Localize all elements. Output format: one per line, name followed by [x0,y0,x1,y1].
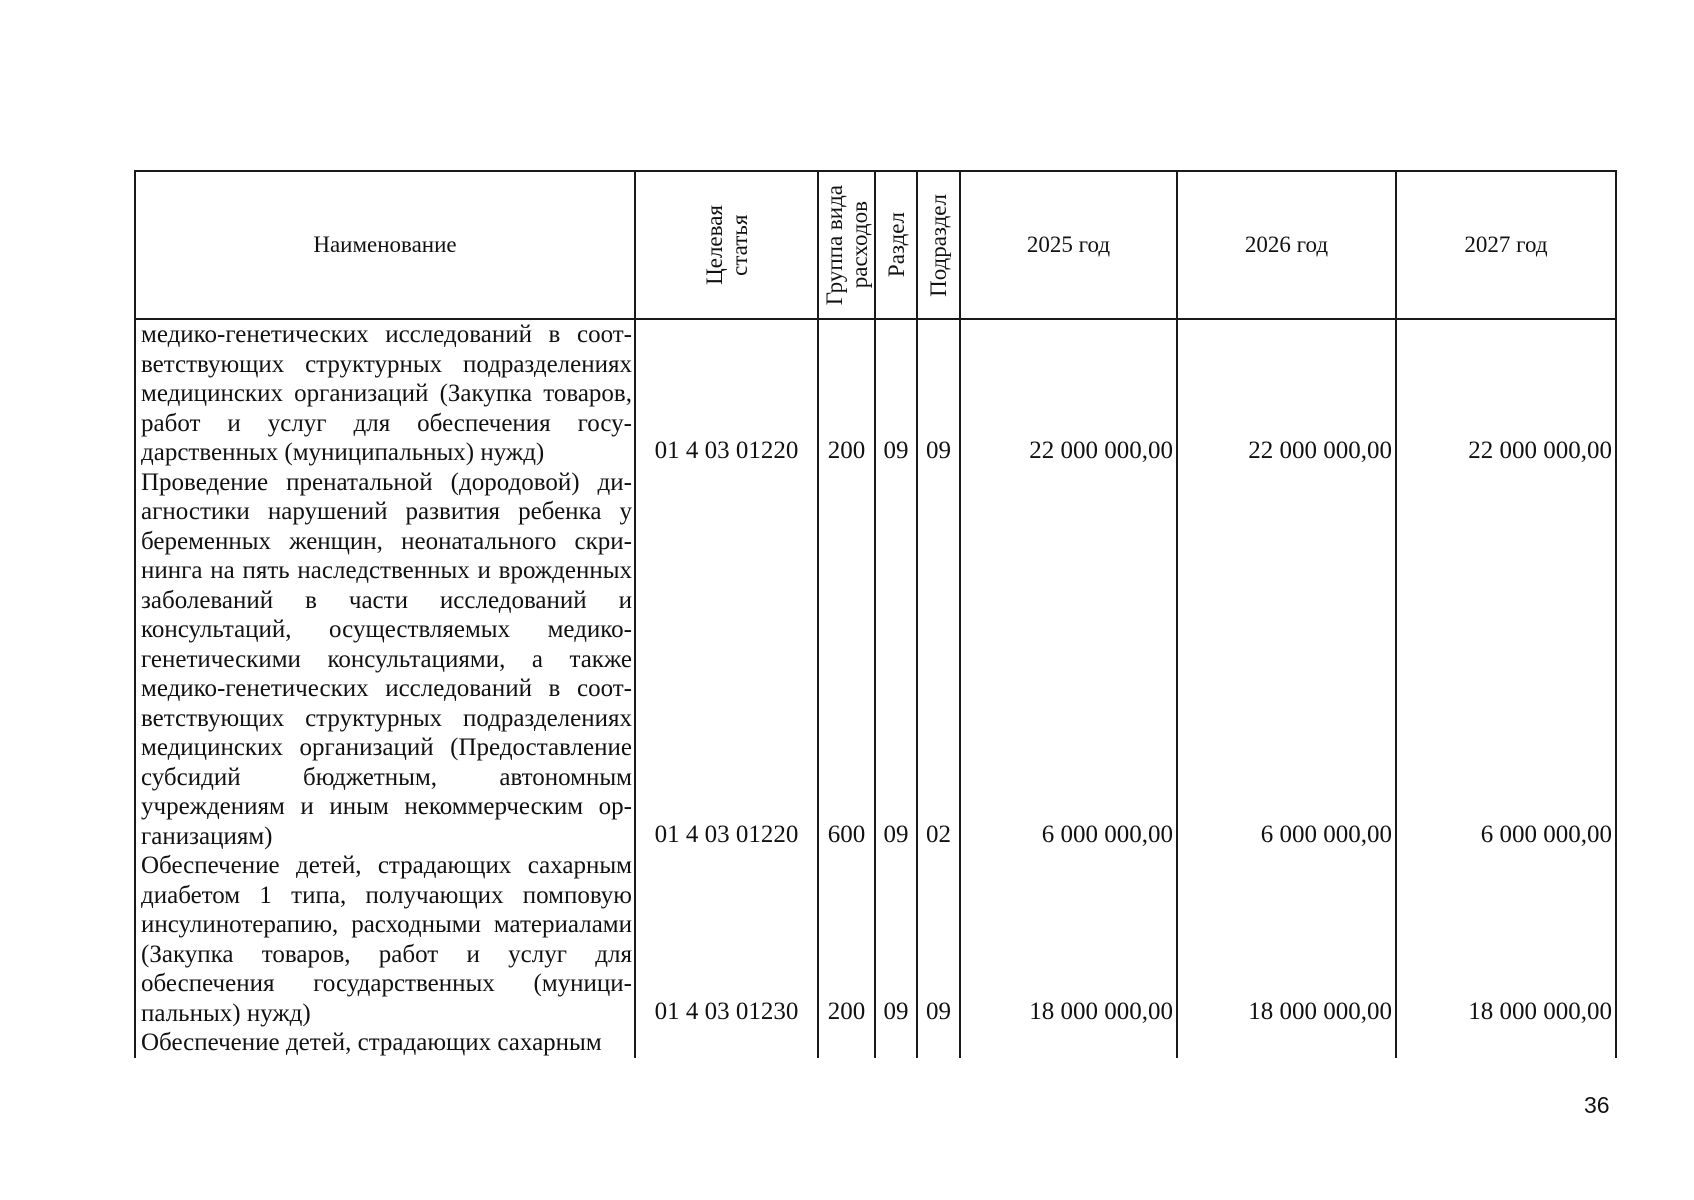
row-expense-group: 200 [818,851,875,1028]
row-subsection: 09 [917,319,960,468]
row-subsection: 02 [917,468,960,852]
header-row [135,171,1616,319]
row-amount-2025: 18 000 000,00 [960,851,1177,1028]
row-target-article: 01 4 03 01220 [635,319,818,468]
row-section [875,1028,917,1058]
budget-table [134,170,1617,1058]
row-subsection: 09 [917,851,960,1028]
header-name: Наименование [135,171,635,319]
row-amount-2026: 6 000 000,00 [1177,468,1396,852]
table-row [135,1028,1616,1058]
row-name: Обеспечение детей, страдающих сахарным диабетом 1 типа, получающих помповую инсулинотерапию, расходными материалами (Закупка товаров, работ и услуг для обеспечения государственных (муниципальных) нужд) [135,851,635,1028]
row-amount-2025 [960,1028,1177,1058]
row-section: 09 [875,851,917,1028]
row-subsection [917,1028,960,1058]
row-target-article: 01 4 03 01230 [635,851,818,1028]
row-amount-2027: 18 000 000,00 [1396,851,1616,1028]
table-row [135,468,1616,852]
row-amount-2026 [1177,1028,1396,1058]
row-amount-2025: 6 000 000,00 [960,468,1177,852]
header-subsection: Подраздел [917,171,960,319]
row-section: 09 [875,468,917,852]
row-name: Обеспечение детей, страдающих сахарным [135,1028,635,1058]
row-amount-2026: 22 000 000,00 [1177,319,1396,468]
row-target-article [635,1028,818,1058]
row-amount-2025: 22 000 000,00 [960,319,1177,468]
row-expense-group [818,1028,875,1058]
row-amount-2026: 18 000 000,00 [1177,851,1396,1028]
row-name: медико-генетических исследований в соответствующих структурных подразделениях медицинских организаций (Закупка товаров, работ и услуг для обеспечения государственных (муниципальных) нужд) [135,319,635,468]
header-2027: 2027 год [1396,171,1616,319]
row-amount-2027: 6 000 000,00 [1396,468,1616,852]
table-row [135,851,1616,1028]
header-section: Раздел [875,171,917,319]
header-2025: 2025 год [960,171,1177,319]
page-number: 36 [1584,1092,1610,1118]
row-target-article: 01 4 03 01220 [635,468,818,852]
header-2026: 2026 год [1177,171,1396,319]
header-target-article: Целевая статья [635,171,818,319]
row-amount-2027 [1396,1028,1616,1058]
row-expense-group: 200 [818,319,875,468]
row-amount-2027: 22 000 000,00 [1396,319,1616,468]
row-name: Проведение пренатальной (дородовой) диагностики нарушений развития ребенка у беременных женщин, неонатального скрининга на пять наследственных и врожденных заболеваний в части исследований и консультаций, осуществляемых медико-генетическими консультациями, а также медико-генетических исследований в соответствующих структурных подразделениях медицинских организаций (Предоставление субсидий бюджетным, автономным учреждениям и иным некоммерческим организациям) [135,468,635,852]
row-expense-group: 600 [818,468,875,852]
table-row [135,319,1616,468]
header-expense-group: Группа вида расходов [818,171,875,319]
row-section: 09 [875,319,917,468]
